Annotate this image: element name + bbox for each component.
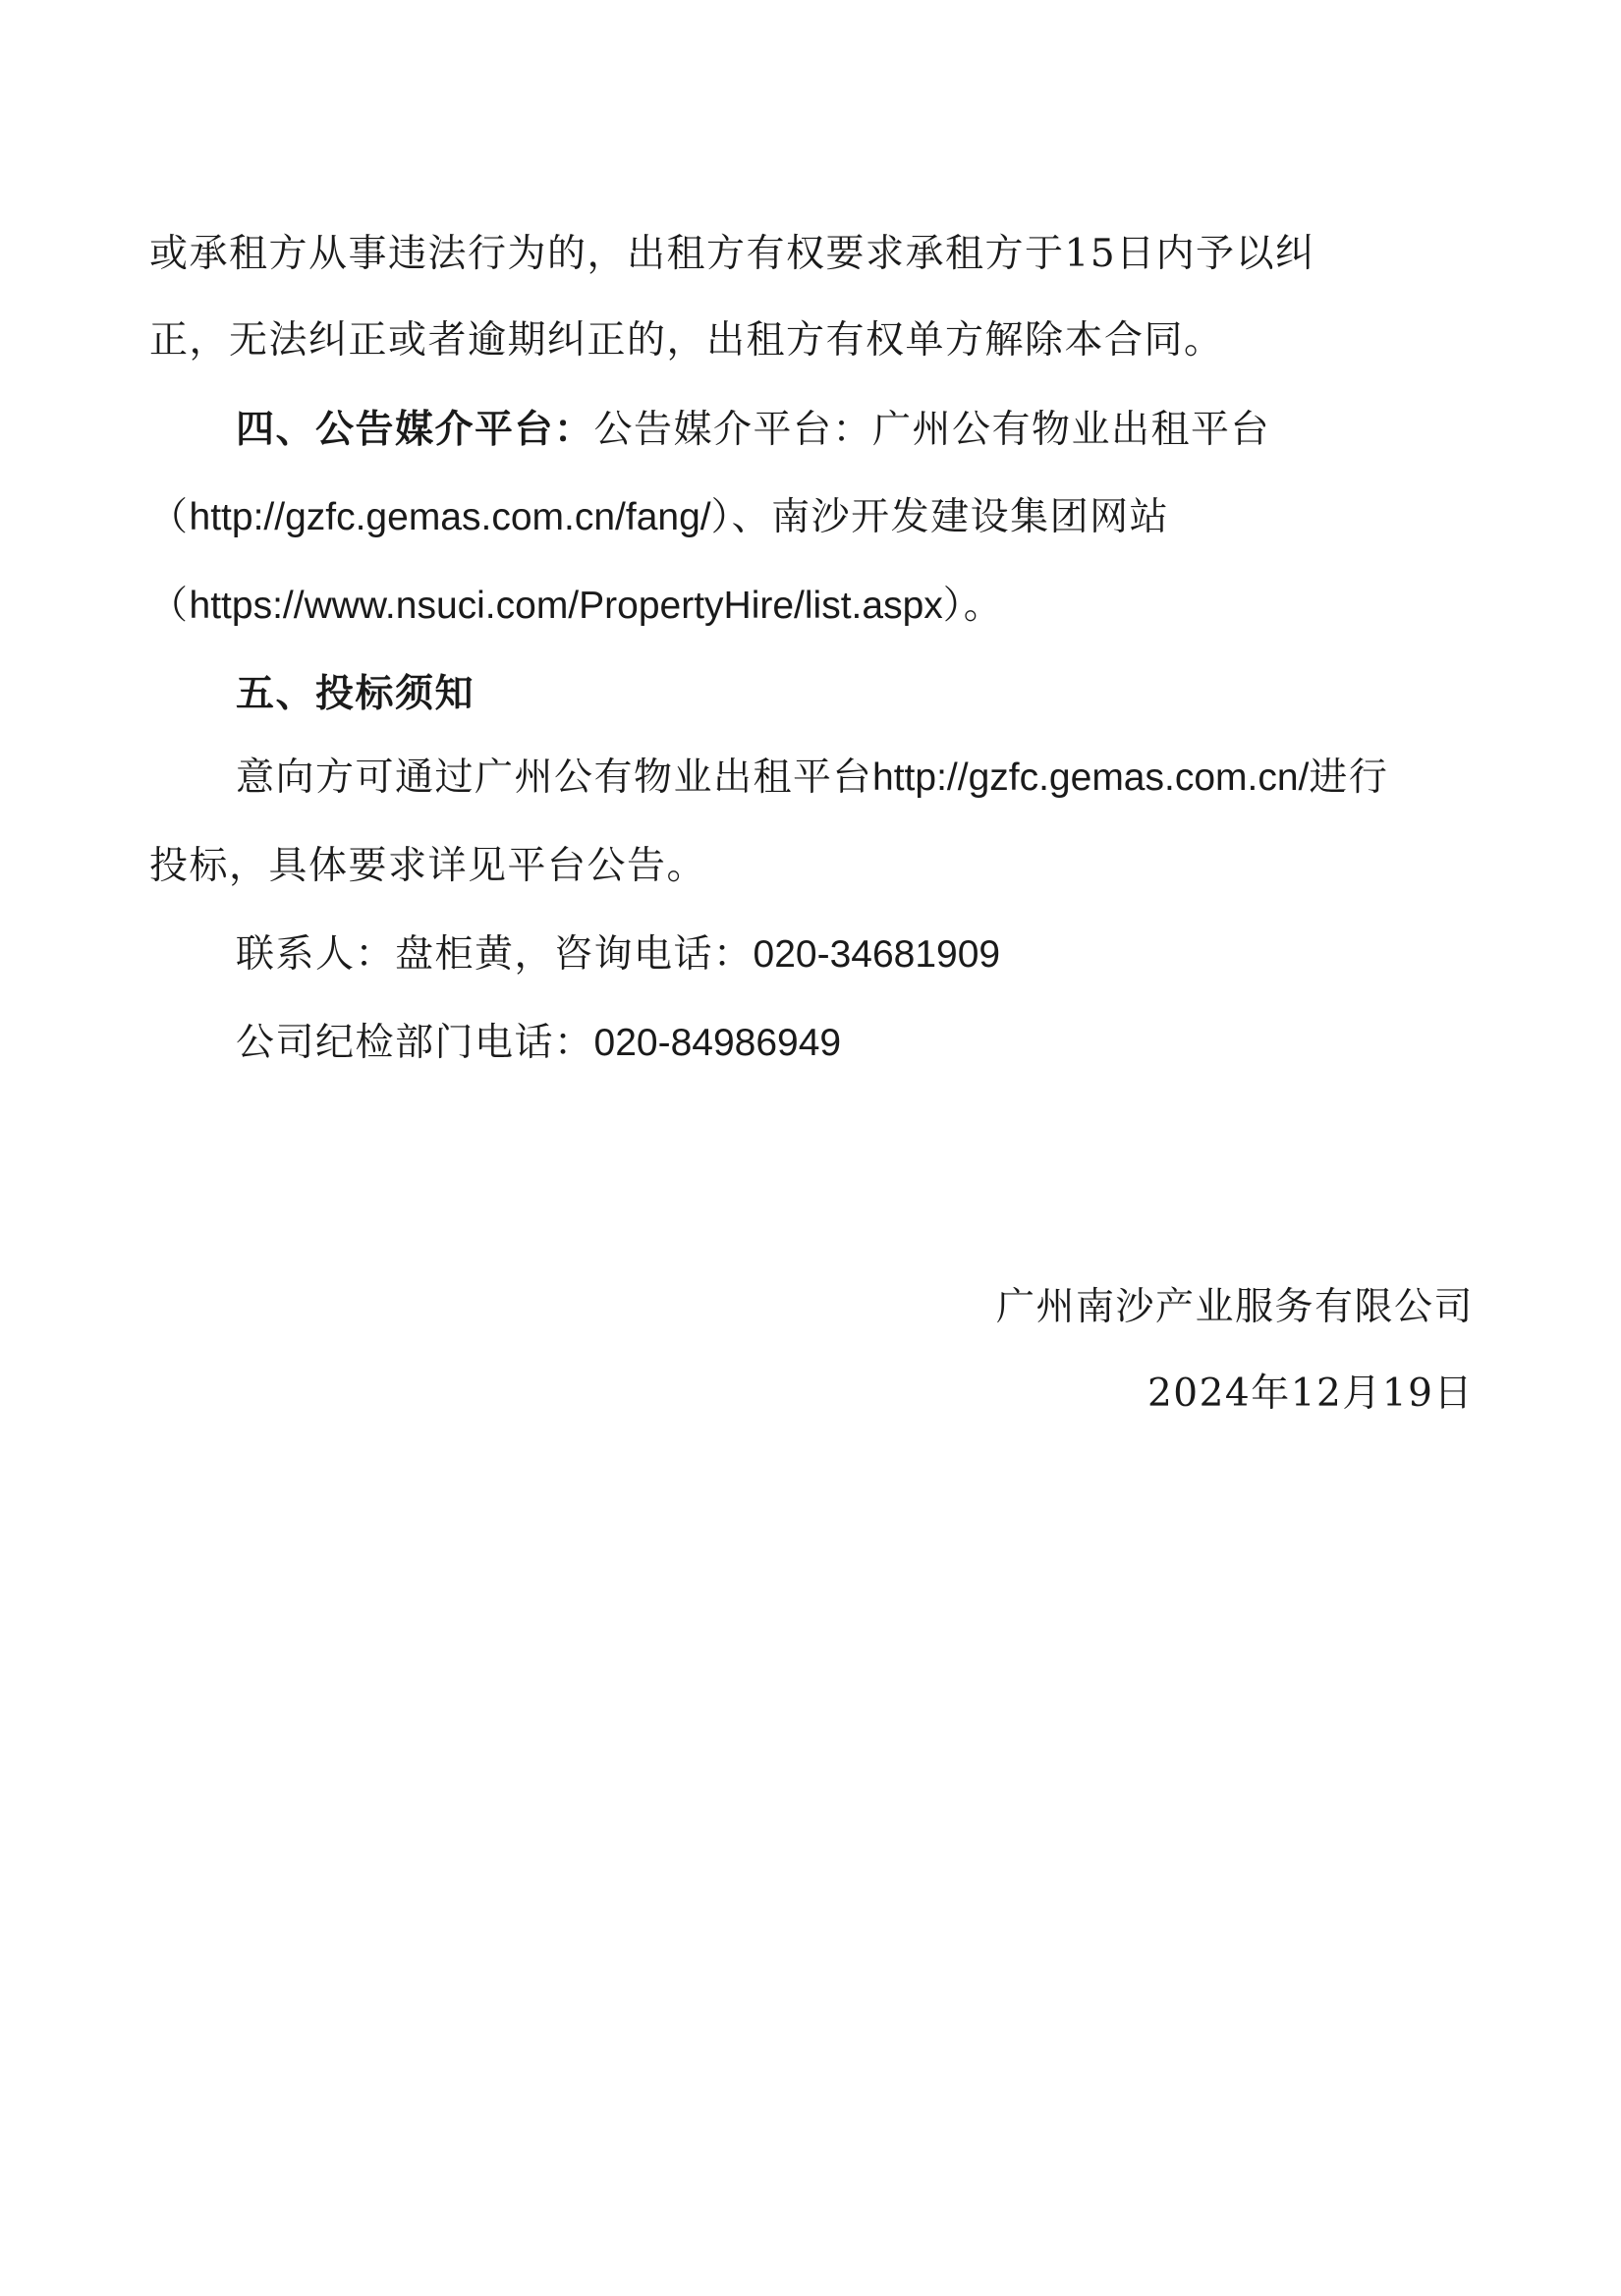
contact-phone: 020-34681909: [753, 933, 1001, 976]
discipline-label: 公司纪检部门电话：: [236, 1021, 594, 1065]
section-4-text: 公告媒介平台：广州公有物业出租平台: [593, 408, 1271, 452]
signature-company: 广州南沙产业服务有限公司: [995, 1285, 1474, 1329]
section-4-heading: 四、公告媒介平台：: [236, 407, 594, 452]
section-4-link-tail: ）。: [942, 584, 1004, 628]
section-5-line: 投标，具体要求详见平台公告。: [149, 844, 707, 888]
paren-open: （: [149, 584, 190, 628]
discipline-line: [236, 1018, 841, 1069]
signature-date: 2024年12月19日: [1146, 1372, 1474, 1416]
group-website-link[interactable]: https://www.nsuci.com/PropertyHire/list.aspx: [189, 585, 943, 627]
section-4-link-line: [149, 492, 1169, 543]
section-5-tail: 进行: [1309, 756, 1389, 800]
section-5-heading: 五、投标须知: [236, 671, 475, 716]
paragraph-line: 或承租方从事违法行为的，出租方有权要求承租方于15日内予以纠: [149, 232, 1315, 276]
contact-line: [236, 929, 1000, 980]
platform-home-link[interactable]: http://gzfc.gemas.com.cn/: [872, 756, 1310, 799]
section-5-line: [236, 753, 1388, 804]
section-4-line: [236, 404, 1270, 456]
section-5-text: 意向方可通过广州公有物业出租平台: [236, 756, 873, 800]
section-4-link-line: [149, 581, 1003, 632]
paragraph-line: 正，无法纠正或者逾期纠正的，出租方有权单方解除本合同。: [149, 318, 1224, 363]
paren-open: （: [149, 495, 190, 539]
section-4-link-tail: ）、南沙开发建设集团网站: [710, 495, 1170, 539]
contact-label: 联系人：盘柜黄，咨询电话：: [236, 932, 754, 977]
platform-link[interactable]: http://gzfc.gemas.com.cn/fang/: [189, 496, 711, 538]
discipline-phone: 020-84986949: [593, 1022, 842, 1064]
